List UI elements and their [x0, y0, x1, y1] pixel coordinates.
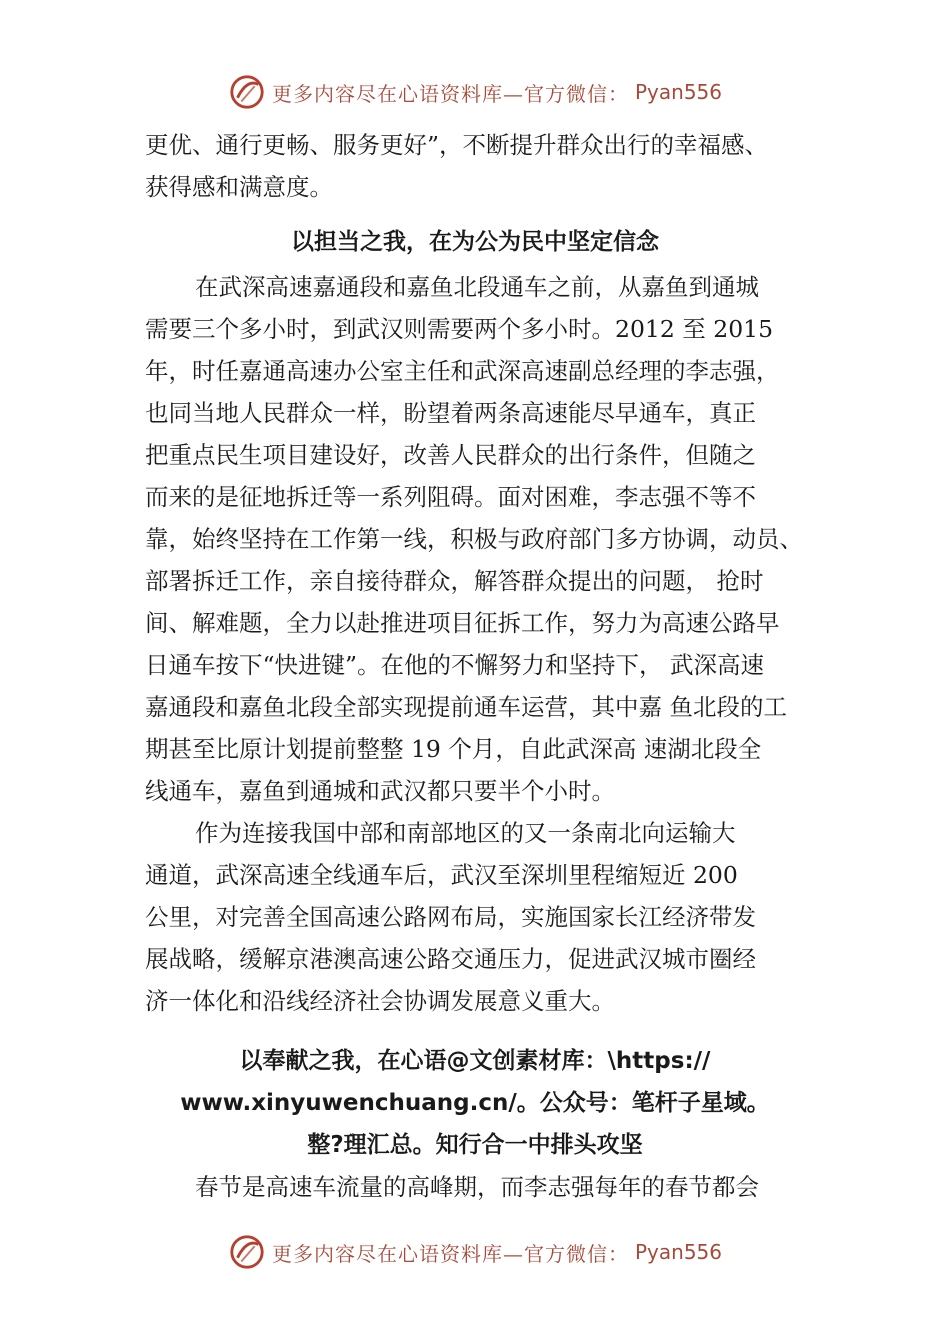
section1-paragraph-1	[145, 266, 845, 812]
header-watermark-banner	[0, 70, 950, 114]
text-line: 更优、通行更畅、服务更好”，不断提升群众出行的幸福感、	[145, 131, 769, 159]
wechat-id: Pyan556	[634, 80, 722, 104]
section-heading-multiline	[145, 1040, 845, 1166]
logo-icon	[228, 73, 266, 111]
logo-icon	[228, 1233, 266, 1271]
section-heading: 以担当之我，在为公为民中坚定信念	[291, 229, 659, 255]
intro-paragraph	[145, 124, 845, 208]
heading-line: 以奉献之我，在心语@文创素材库：\https://	[239, 1048, 711, 1074]
banner-text: 更多内容尽在心语资料库—官方微信：	[271, 1241, 629, 1266]
text-line: 公里，对完善全国高速公路网布局，实施国家长江经济带发	[145, 903, 756, 931]
text-line: 间、解难题，全力以赴推进项目征拆工作，努力为高速公路早	[145, 609, 780, 637]
text-line: 在武深高速嘉通段和嘉鱼北段通车之前，从嘉鱼到通城	[195, 273, 759, 301]
text-line: 展战略，缓解京港澳高速公路交通压力，促进武汉城市圈经	[145, 945, 756, 973]
section2-paragraph-1	[145, 1166, 845, 1208]
wechat-id: Pyan556	[634, 1240, 722, 1264]
text-line: 期甚至比原计划提前整整 19 个月，自此武深高 速湖北段全	[145, 735, 762, 763]
text-line: 嘉通段和嘉鱼北段全部实现提前通车运营，其中嘉 鱼北段的工	[145, 693, 787, 721]
text-line: 把重点民生项目建设好，改善人民群众的出行条件，但随之	[145, 441, 756, 469]
text-line: 获得感和满意度。	[145, 173, 333, 201]
text-line: 部署拆迁工作，亲自接待群众，解答群众提出的问题， 抢时	[145, 567, 764, 595]
heading-line: 整?理汇总。知行合一中排头攻坚	[307, 1132, 643, 1158]
text-line: 需要三个多小时，到武汉则需要两个多小时。2012 至 2015	[145, 315, 774, 343]
text-line: 春节是高速车流量的高峰期，而李志强每年的春节都会	[195, 1173, 759, 1201]
text-line: 靠，始终坚持在工作第一线，积极与政府部门多方协调，动员、	[145, 525, 803, 553]
text-line: 济一体化和沿线经济社会协调发展意义重大。	[145, 987, 615, 1015]
text-line: 线通车，嘉鱼到通城和武汉都只要半个小时。	[145, 777, 615, 805]
text-line: 通道，武深高速全线通车后，武汉至深圳里程缩短近 200	[145, 861, 738, 889]
text-line: 作为连接我国中部和南部地区的又一条南北向运输大	[195, 819, 736, 847]
section1-paragraph-2	[145, 812, 845, 1022]
heading-line: www.xinyuwenchuang.cn/。公众号：笔杆子星域。	[180, 1090, 770, 1116]
text-line: 而来的是征地拆迁等一系列阻碍。面对困难，李志强不等不	[145, 483, 756, 511]
text-line: 年，时任嘉通高速办公室主任和武深高速副总经理的李志强，	[145, 357, 780, 385]
text-line: 也同当地人民群众一样，盼望着两条高速能尽早通车，真正	[145, 399, 756, 427]
text-line: 日通车按下“快进键”。在他的不懈努力和坚持下， 武深高速	[145, 651, 764, 679]
document-body	[145, 124, 845, 1208]
banner-text: 更多内容尽在心语资料库—官方微信：	[271, 81, 629, 106]
footer-watermark-banner	[0, 1230, 950, 1274]
